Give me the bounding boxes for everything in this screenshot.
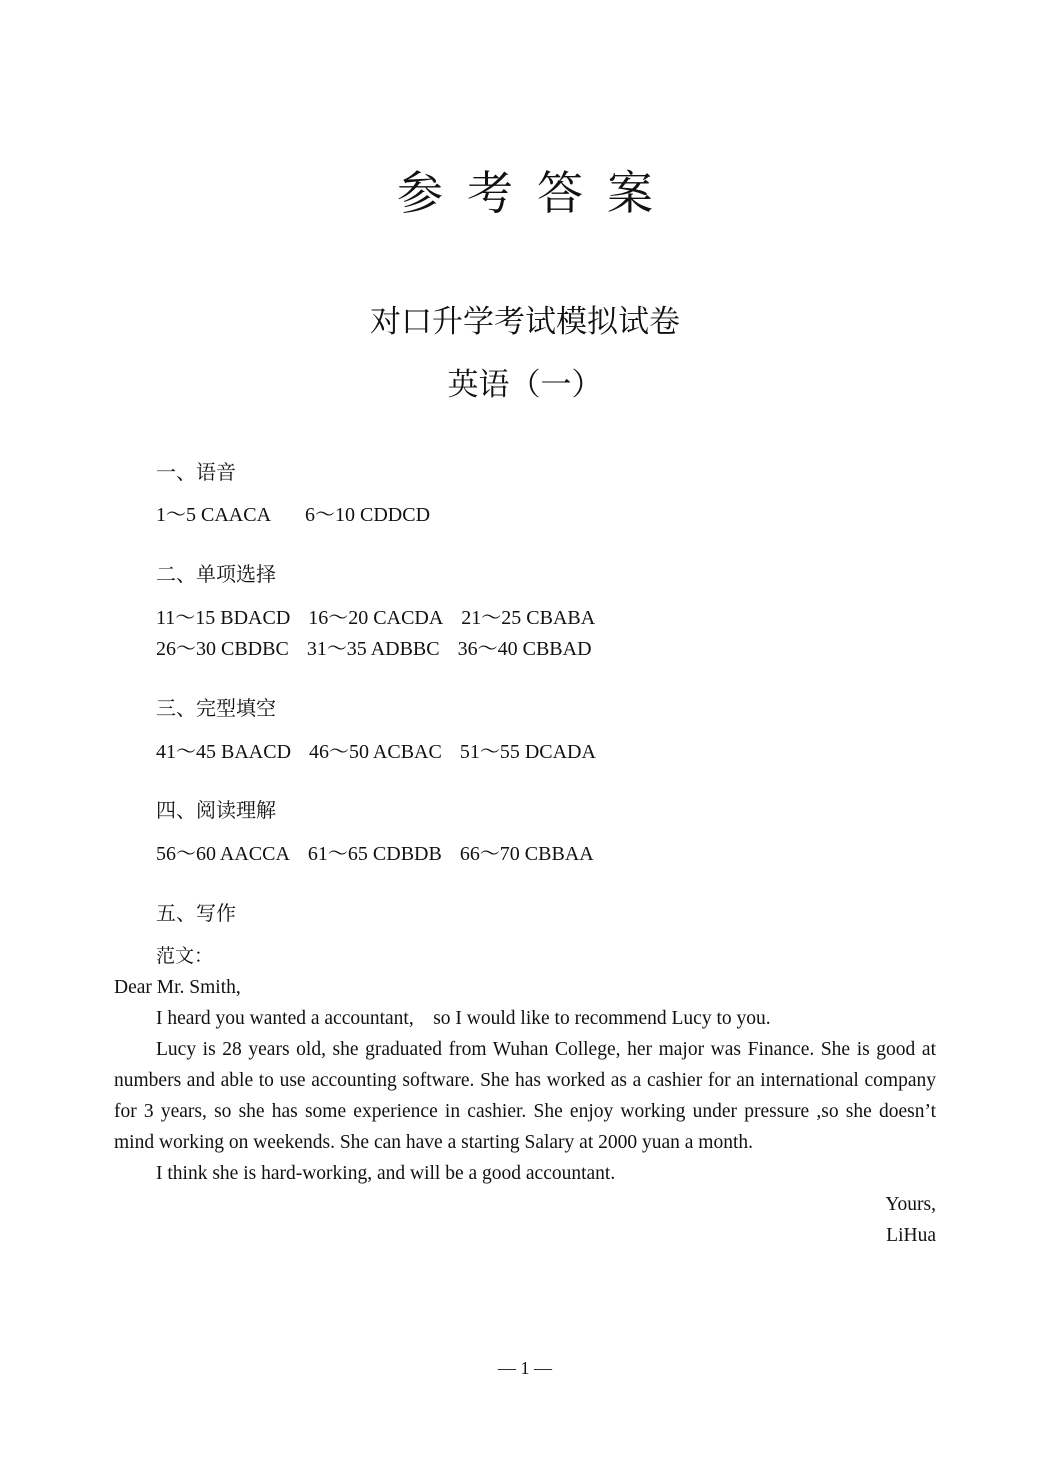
answer-group: 51～55 DCADA <box>459 741 596 763</box>
answer-group: 16～20 CACDA <box>308 607 444 629</box>
answer-group: 36～40 CBBAD <box>457 638 592 660</box>
answer-group: 46～50 ACBAC <box>309 741 442 763</box>
answer-line <box>156 737 614 768</box>
answers-reading <box>156 839 612 870</box>
answer-line <box>156 839 612 870</box>
answer-group: 1～5 CAACA <box>156 504 272 526</box>
main-title: 参考答案 <box>397 166 677 220</box>
essay-closing: Yours, <box>885 1194 936 1215</box>
answer-group: 26～30 CBDBC <box>156 638 289 660</box>
section-heading-reading: 四、阅读理解 <box>156 798 276 822</box>
answer-group: 31～35 ADBBC <box>306 638 440 660</box>
essay-paragraph: I think she is hard-working, and will be a good accountant. <box>156 1163 616 1184</box>
answer-group: 11～15 BDACD <box>156 607 291 629</box>
answers-phonetics <box>156 500 448 531</box>
answer-line <box>156 500 448 531</box>
model-essay <box>114 941 936 1251</box>
section-heading-single-choice: 二、单项选择 <box>156 562 276 586</box>
answer-group: 41～45 BAACD <box>156 741 292 763</box>
answer-line <box>156 603 613 634</box>
answer-group: 21～25 CBABA <box>461 607 596 629</box>
subtitle-subject: 英语（一） <box>447 367 603 403</box>
answer-group: 66～70 CBBAA <box>459 843 594 865</box>
answer-group: 61～65 CDBDB <box>307 843 442 865</box>
essay-paragraph: I heard you wanted a accountant, so I would like to recommend Lucy to you. <box>156 1008 771 1029</box>
answer-line <box>156 634 613 665</box>
essay-label: 范文： <box>156 945 214 967</box>
answers-single-choice <box>156 603 613 665</box>
essay-paragraph: Lucy is 28 years old, she graduated from Wuhan College, her major was Finance. She is good at numbers and able to use accounting software. She has worked as a cashier for an international company for 3 years, so she has some experience in cashier. She enjoy working under pressure ,so she doesn’t mind working on weekends. She can have a starting Salary at 2000 yuan a month. <box>114 1039 936 1153</box>
essay-signature: LiHua <box>886 1225 936 1246</box>
section-heading-writing: 五、写作 <box>156 901 236 925</box>
page-number: — 1 — <box>498 1358 552 1378</box>
subtitle-exam: 对口升学考试模拟试卷 <box>370 304 680 340</box>
essay-salutation: Dear Mr. Smith, <box>114 977 241 998</box>
answers-cloze <box>156 737 614 768</box>
section-heading-phonetics: 一、语音 <box>156 460 236 484</box>
answer-group: 56～60 AACCA <box>156 843 290 865</box>
section-heading-cloze: 三、完型填空 <box>156 696 276 720</box>
answer-group: 6～10 CDDCD <box>305 504 431 526</box>
